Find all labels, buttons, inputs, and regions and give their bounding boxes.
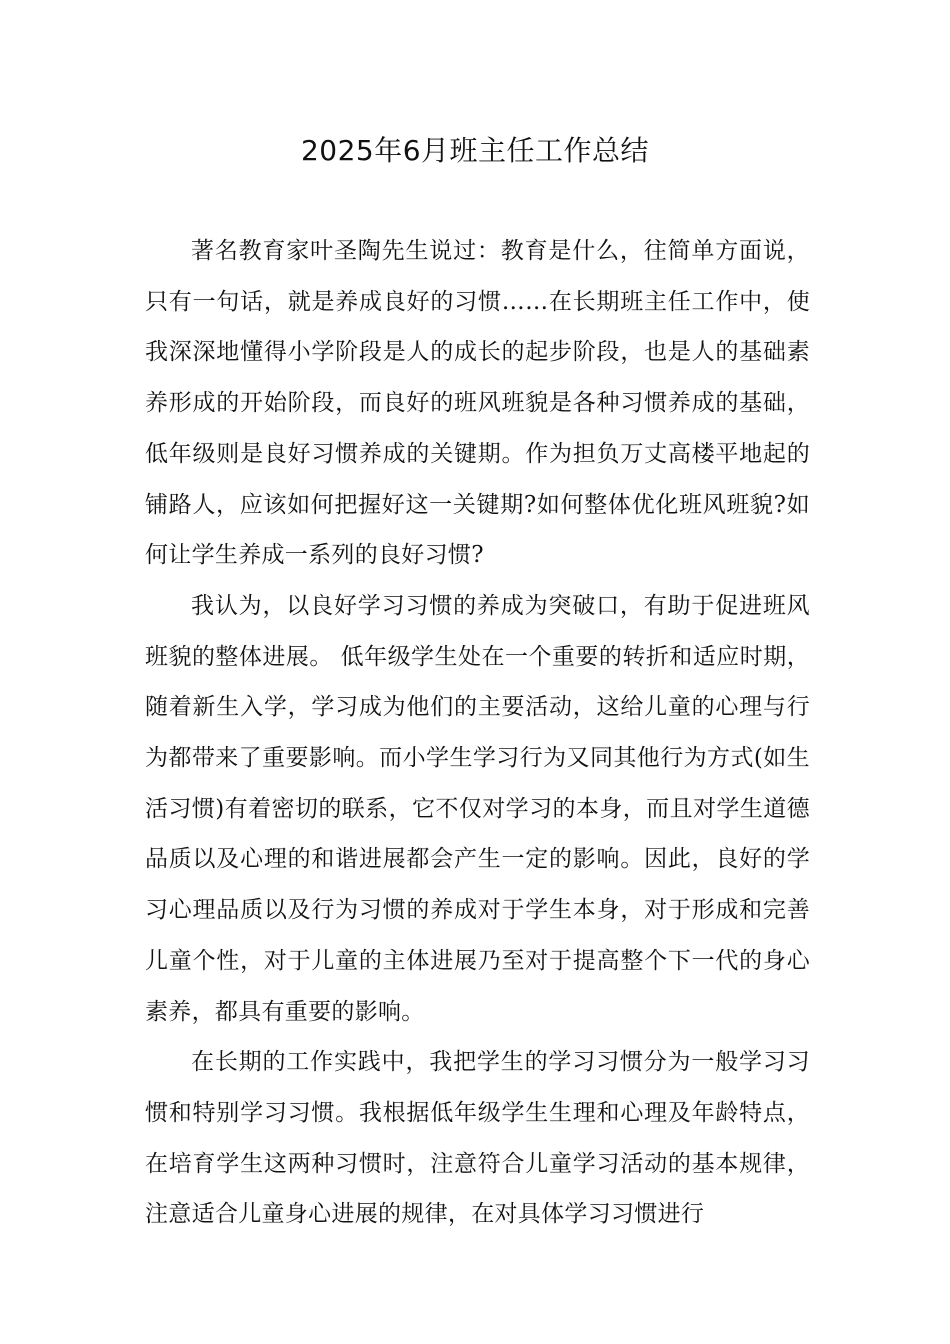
document-body <box>145 226 810 1240</box>
paragraph-3: 在长期的工作实践中，我把学生的学习习惯分为一般学习习惯和特别学习习惯。我根据低年级学生生理和心理及年龄特点，在培育学生这两种习惯时，注意符合儿童学习活动的基本规律，注意适合儿童身心进展的规律，在对具体学习习惯进行 <box>145 1049 810 1228</box>
paragraph-2: 我认为，以良好学习习惯的养成为突破口，有助于促进班风班貌的整体进展。 低年级学生处在一个重要的转折和适应时期，随着新生入学，学习成为他们的主要活动，这给儿童的心理与行为都带来了重要影响。而小学生学习行为又同其他行为方式(如生活习惯)有着密切的联系，它不仅对学习的本身，而且对学生道德品质以及心理的和谐进展都会产生一定的影响。因此，良好的学习心理品质以及行为习惯的养成对于学生本身，对于形成和完善儿童个性，对于儿童的主体进展乃至对于提高整个下一代的身心素养，都具有重要的影响。 <box>145 592 810 1025</box>
paragraph-1: 著名教育家叶圣陶先生说过：教育是什么，往简单方面说，只有一句话，就是养成良好的习惯……在长期班主任工作中，使我深深地懂得小学阶段是人的成长的起步阶段，也是人的基础素养形成的开始阶段，而良好的班风班貌是各种习惯养成的基础，低年级则是良好习惯养成的关键期。作为担负万丈高楼平地起的铺路人，应该如何把握好这一关键期?如何整体优化班风班貌?如何让学生养成一系列的良好习惯? <box>145 238 810 569</box>
document-title: 2025年6月班主任工作总结 <box>300 134 650 167</box>
